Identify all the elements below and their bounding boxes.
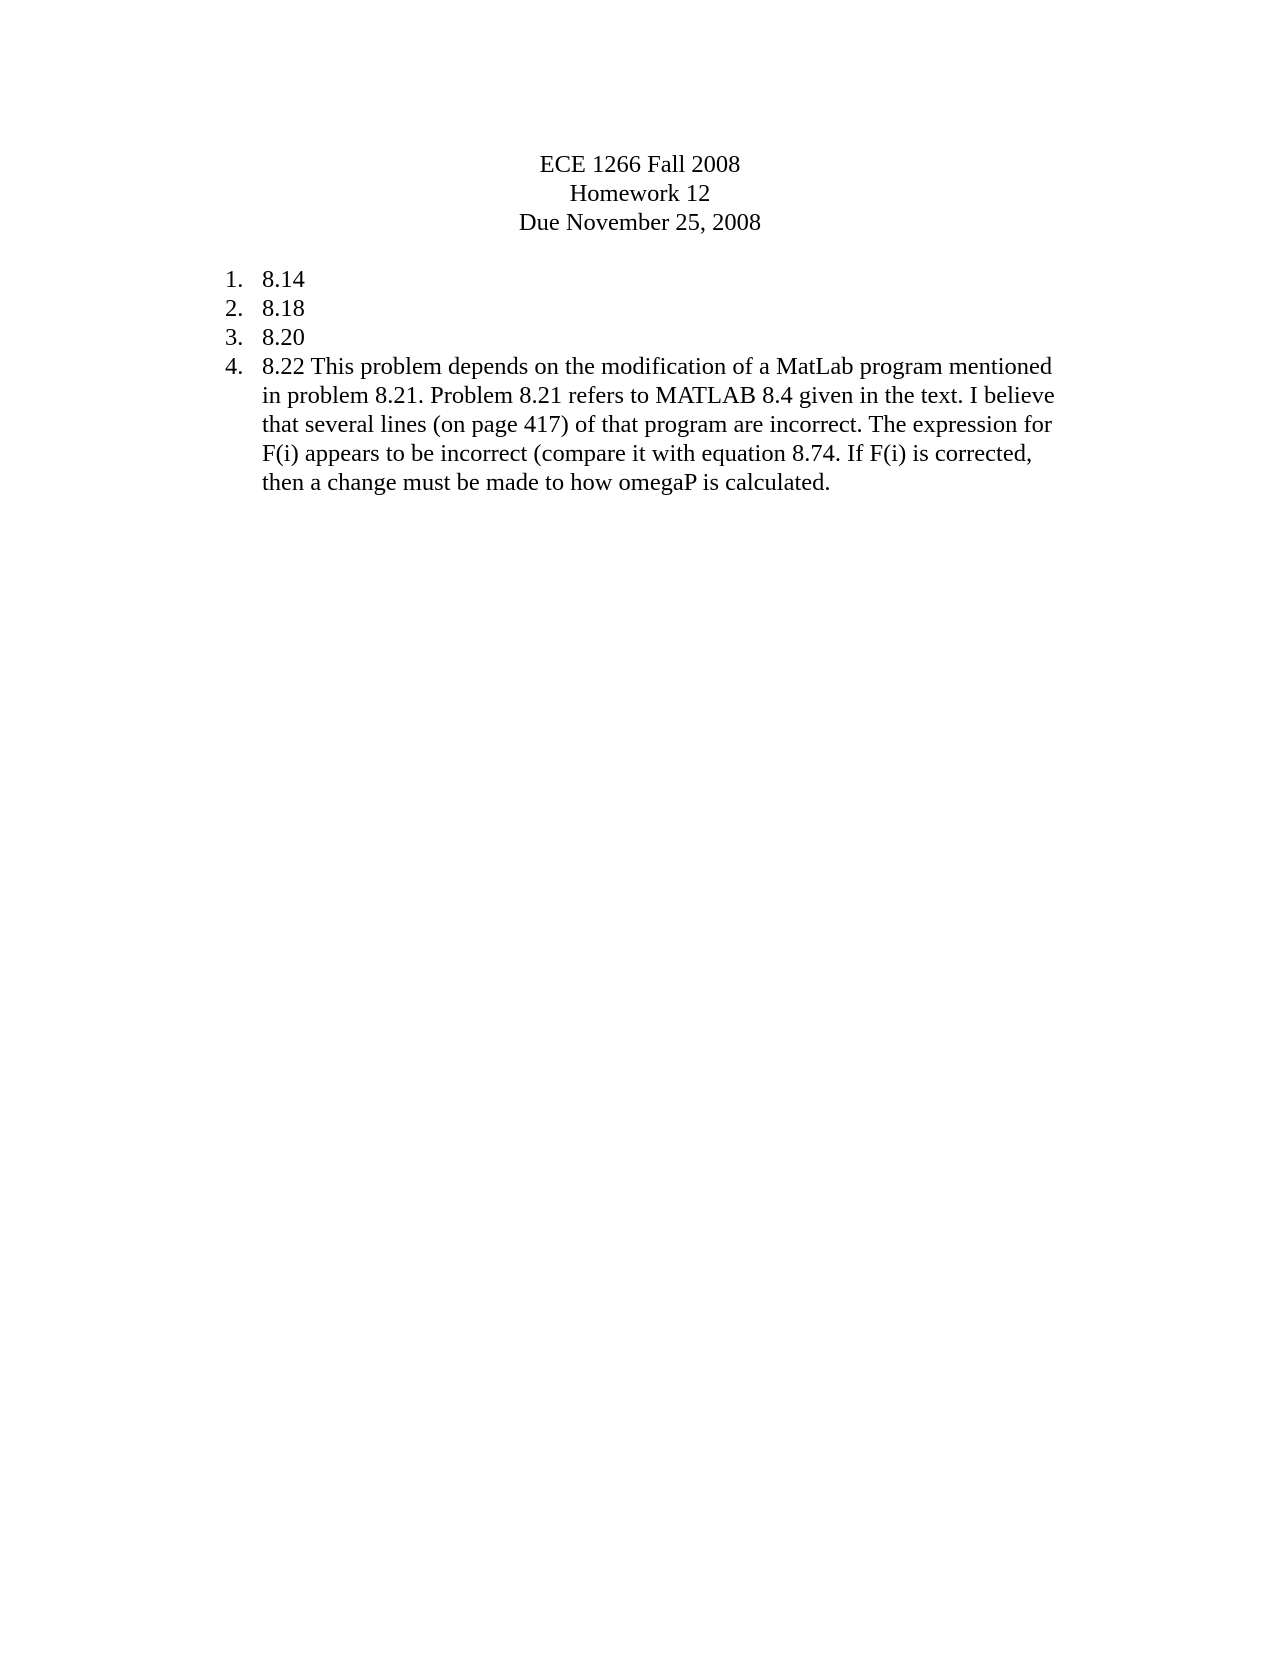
document-header xyxy=(0,150,1280,237)
problem-number: 1. xyxy=(225,266,244,293)
problem-text-line: 8.14 xyxy=(262,266,305,293)
course-title: ECE 1266 Fall 2008 xyxy=(539,151,741,178)
assignment-title: Homework 12 xyxy=(569,180,711,207)
problem-text-line: then a change must be made to how omegaP is calculated. xyxy=(262,469,831,496)
problem-item-1 xyxy=(210,265,1090,294)
due-date: Due November 25, 2008 xyxy=(518,209,762,236)
problem-text-line: F(i) appears to be incorrect (compare it with equation 8.74. If F(i) is corrected, xyxy=(262,440,1033,467)
problem-text-line: 8.20 xyxy=(262,324,305,351)
problem-text-line: in problem 8.21. Problem 8.21 refers to MATLAB 8.4 given in the text. I believe xyxy=(262,382,1055,409)
problem-text-line: 8.18 xyxy=(262,295,305,322)
problem-item-2 xyxy=(210,294,1090,323)
problem-item-3 xyxy=(210,323,1090,352)
problem-list xyxy=(210,265,1090,497)
problem-text-line: that several lines (on page 417) of that program are incorrect. The expression for xyxy=(262,411,1053,438)
problem-item-4 xyxy=(210,352,1090,497)
problem-number: 4. xyxy=(225,353,244,380)
problem-text-line: 8.22 This problem depends on the modification of a MatLab program mentioned xyxy=(262,353,1053,380)
problem-number: 2. xyxy=(225,295,244,322)
problem-number: 3. xyxy=(225,324,244,351)
